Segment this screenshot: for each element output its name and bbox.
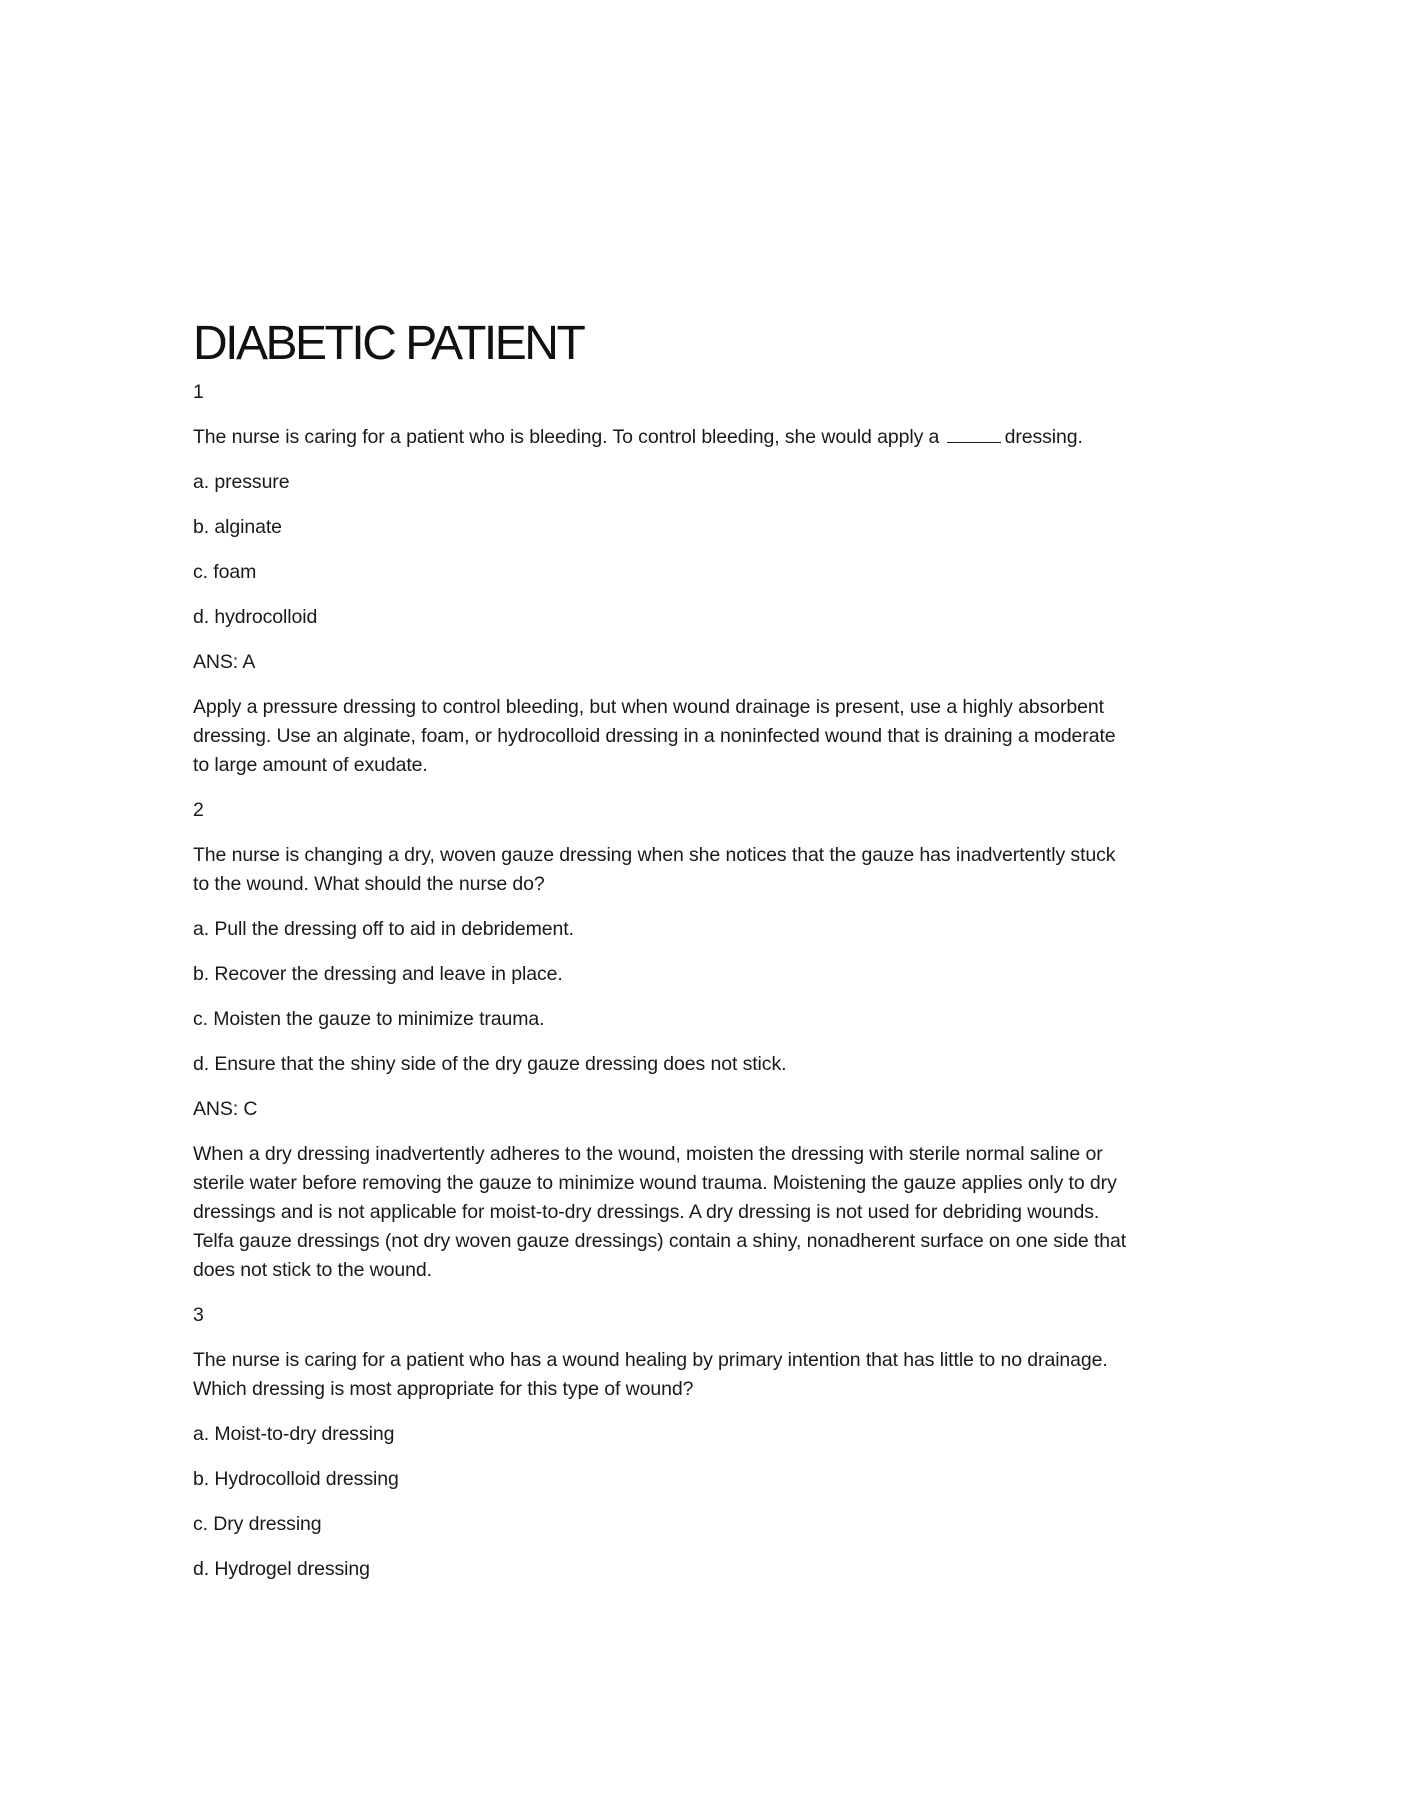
question-number: 3 — [193, 1304, 204, 1326]
question-stem: The nurse is caring for a patient who has a wound healing by primary intention that has little to no drainage. Which dressing is most appropriate for this type of wound? — [193, 1349, 1108, 1400]
option-d: d. Ensure that the shiny side of the dry gauze dressing does not stick. — [193, 1053, 787, 1075]
question-stem-end: dressing. — [1004, 426, 1083, 448]
rationale: Apply a pressure dressing to control bleeding, but when wound drainage is present, use a highly absorbent dressing. Use an alginate, foam, or hydrocolloid dressing in a noninfected wound that is draining a moderate to large amount of exudate. — [193, 696, 1116, 776]
option-d: d. Hydrogel dressing — [193, 1558, 370, 1580]
question-number: 1 — [193, 381, 204, 403]
option-b: b. Recover the dressing and leave in place. — [193, 963, 563, 985]
answer-key: ANS: C — [193, 1098, 258, 1120]
option-a: a. pressure — [193, 471, 290, 493]
question-stem-text: The nurse is caring for a patient who is bleeding. To control bleeding, she would apply a — [193, 426, 940, 448]
document-title: DIABETIC PATIENT — [193, 317, 584, 370]
question-stem: The nurse is changing a dry, woven gauze dressing when she notices that the gauze has inadvertently stuck to the wound. What should the nurse do? — [193, 844, 1116, 895]
option-a: a. Moist-to-dry dressing — [193, 1423, 395, 1445]
option-c: c. foam — [193, 561, 257, 583]
question-2 — [193, 796, 1133, 1285]
option-a: a. Pull the dressing off to aid in debridement. — [193, 918, 574, 940]
rationale: When a dry dressing inadvertently adheres to the wound, moisten the dressing with sterile normal saline or sterile water before removing the gauze to minimize wound trauma. Moistening the gauze applies only to dry dressings and is not applicable for moist-to-dry dressings. A dry dressing is not used for debriding wounds. Telfa gauze dressings (not dry woven gauze dressings) contain a shiny, nonadherent surface on one side that does not stick to the wound. — [193, 1143, 1127, 1281]
option-d: d. hydrocolloid — [193, 606, 318, 628]
answer-key: ANS: A — [193, 651, 256, 673]
question-3 — [193, 1301, 1133, 1584]
option-c: c. Moisten the gauze to minimize trauma. — [193, 1008, 545, 1030]
option-b: b. Hydrocolloid dressing — [193, 1468, 399, 1490]
option-b: b. alginate — [193, 516, 282, 538]
question-number: 2 — [193, 799, 204, 821]
option-c: c. Dry dressing — [193, 1513, 322, 1535]
question-stem — [193, 423, 1133, 452]
fill-in-blank — [947, 424, 1001, 443]
document-page — [193, 312, 1133, 1600]
question-1 — [193, 378, 1133, 780]
